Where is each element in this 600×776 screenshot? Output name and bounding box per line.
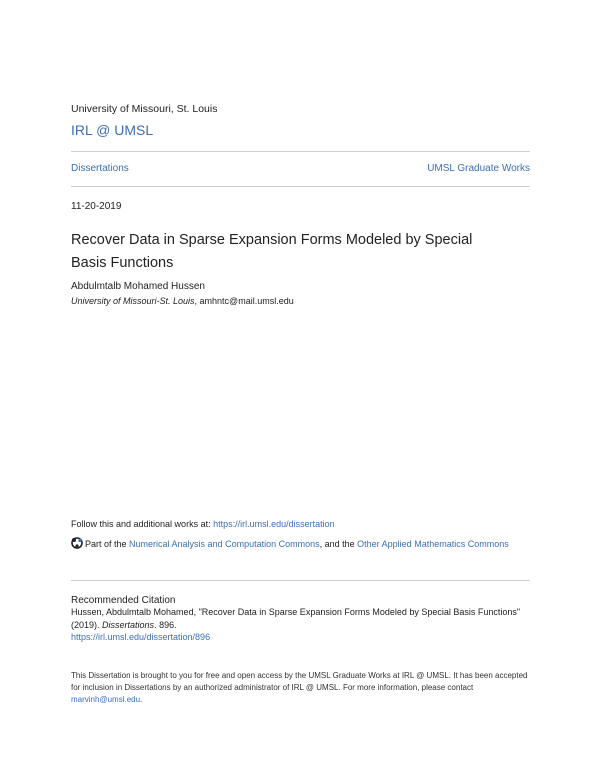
divider bbox=[71, 580, 530, 581]
part-of-line bbox=[71, 536, 530, 553]
university-name: University of Missouri, St. Louis bbox=[71, 103, 218, 115]
citation-number: . 896. bbox=[154, 619, 177, 630]
applied-math-commons-link[interactable]: Other Applied Mathematics Commons bbox=[357, 539, 509, 549]
partof-prefix: Part of the bbox=[85, 539, 130, 549]
affiliation-text: University of Missouri-St. Louis bbox=[71, 296, 195, 306]
publication-date: 11-20-2019 bbox=[71, 201, 122, 212]
citation-heading: Recommended Citation bbox=[71, 595, 176, 606]
follow-url-link[interactable]: https://irl.umsl.edu/dissertation bbox=[213, 519, 335, 529]
partof-middle: , and the bbox=[319, 539, 358, 549]
author-email: , amhntc@mail.umsl.edu bbox=[194, 296, 294, 306]
follow-text: Follow this and additional works at: bbox=[71, 519, 214, 529]
access-notice bbox=[71, 670, 530, 706]
numerical-analysis-commons-link[interactable]: Numerical Analysis and Computation Commons bbox=[129, 539, 320, 549]
citation-url-link[interactable]: https://irl.umsl.edu/dissertation/896 bbox=[71, 632, 211, 642]
divider bbox=[71, 186, 530, 187]
citation-block bbox=[71, 606, 530, 644]
author-name: Abdulmtalb Mohamed Hussen bbox=[71, 281, 205, 292]
network-icon bbox=[71, 537, 83, 549]
repository-link[interactable]: IRL @ UMSL bbox=[71, 122, 154, 138]
citation-series: Dissertations bbox=[102, 619, 155, 630]
author-affiliation bbox=[71, 296, 294, 306]
contact-email-link[interactable]: marvinh@umsl.edu bbox=[71, 695, 141, 704]
notice-text: This Dissertation is brought to you for free and open access by the UMSL Graduate Works at IRL @ UMSL. It has been accepted for inclusion in Dissertations by an authorized administrator of IRL @ UMSL. For more information, please contact bbox=[71, 671, 528, 692]
citation-text: Hussen, Abdulmtalb Mohamed, "Recover Data in Sparse Expansion Forms Modeled by Special Basis Functions" (2019). bbox=[71, 607, 521, 630]
notice-end: . bbox=[140, 695, 143, 704]
follow-line bbox=[71, 519, 335, 529]
dissertations-link[interactable]: Dissertations bbox=[71, 163, 129, 174]
divider bbox=[71, 151, 530, 152]
graduate-works-link[interactable]: UMSL Graduate Works bbox=[427, 163, 530, 174]
collection-nav bbox=[71, 163, 530, 174]
document-title: Recover Data in Sparse Expansion Forms Modeled by Special Basis Functions bbox=[71, 232, 473, 271]
